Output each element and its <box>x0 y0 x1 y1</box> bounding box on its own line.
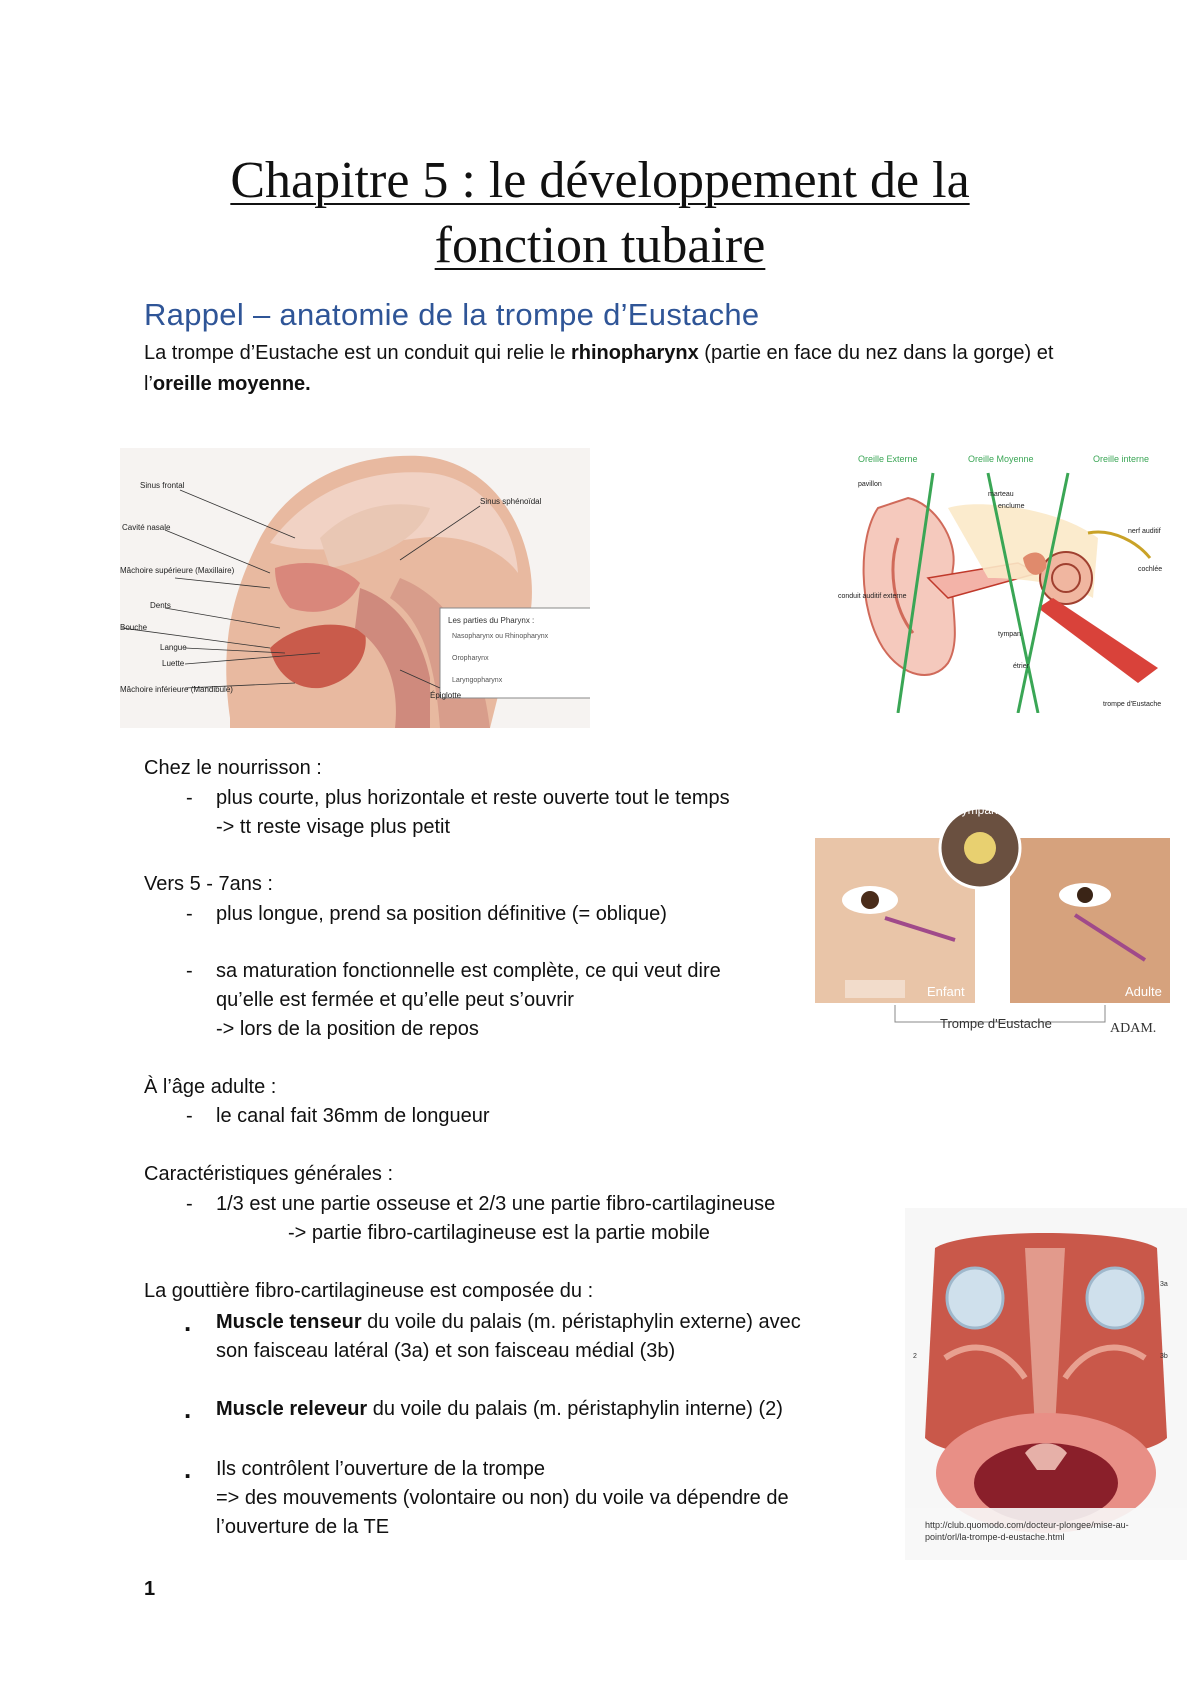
page-title <box>100 148 1100 278</box>
vers5-item-2: sa maturation fonctionnelle est complète, ce qui veut dire <box>216 960 721 982</box>
svg-text:Oreille Externe: Oreille Externe <box>858 454 918 464</box>
svg-text:trompe d'Eustache: trompe d'Eustache <box>1103 701 1162 708</box>
svg-text:Laryngopharynx: Laryngopharynx <box>452 677 503 684</box>
muscle-releveur-term: Muscle releveur <box>216 1398 368 1420</box>
gouttiere-item-3: Ils contrôlent l’ouverture de la trompe <box>216 1458 546 1480</box>
svg-text:enclume: enclume <box>998 503 1025 510</box>
vers5-item-1: plus longue, prend sa position définitive (= oblique) <box>216 903 667 925</box>
bullet-dot: . <box>184 1454 192 1484</box>
bullet-dash: - <box>186 787 193 809</box>
bullet-dash: - <box>186 1105 193 1127</box>
svg-text:cochlée: cochlée <box>1138 566 1163 573</box>
svg-text:Oreille Moyenne: Oreille Moyenne <box>968 454 1034 464</box>
bullet-dash: - <box>186 960 193 982</box>
vers5-item-2b: qu’elle est fermée et qu’elle peut s’ouvrir <box>216 989 574 1011</box>
tympan-label: Tympan <box>955 803 998 817</box>
gouttiere-item-1: Muscle tenseur du voile du palais (m. péristaphylin externe) avec <box>216 1311 801 1333</box>
gouttiere-item-1b: son faisceau latéral (3a) et son faisceau médial (3b) <box>216 1340 676 1362</box>
adam-logo: ADAM. <box>1110 1021 1157 1036</box>
image-source-url: http://club.quomodo.com/docteur-plongee/mise-au- point/orl/la-trompe-d-eustache.html <box>925 1520 1129 1542</box>
intro-paragraph: La trompe d’Eustache est un conduit qui relie le rhinopharynx (partie en face du nez dans la gorge) et l’oreille moyenne. <box>144 342 1054 395</box>
svg-text:tympan: tympan <box>998 631 1021 638</box>
gouttiere-heading: La gouttière fibro-cartilagineuse est composée du : <box>144 1280 594 1302</box>
enfant-label: Enfant <box>927 984 965 999</box>
carac-heading: Caractéristiques générales : <box>144 1163 394 1185</box>
trompe-caption: Trompe d'Eustache <box>940 1016 1052 1031</box>
gouttiere-item-3b: => des mouvements (volontaire ou non) du voile va dépendre de <box>216 1487 789 1509</box>
ear-anatomy-figure <box>838 448 1168 713</box>
nourrisson-heading: Chez le nourrisson : <box>144 757 322 779</box>
pharynx-muscles-figure <box>905 1208 1187 1560</box>
svg-text:étrier: étrier <box>1013 663 1029 670</box>
adulte-item-1: le canal fait 36mm de longueur <box>216 1105 490 1127</box>
svg-text:conduit auditif externe: conduit auditif externe <box>838 593 907 600</box>
vers5-heading: Vers 5 - 7ans : <box>144 873 273 895</box>
child-adult-tube-figure <box>815 800 1170 1040</box>
svg-text:Dents: Dents <box>150 601 171 610</box>
svg-text:nerf auditif: nerf auditif <box>1128 528 1161 535</box>
title-line-2: fonction tubaire <box>434 217 766 274</box>
svg-text:3a: 3a <box>1160 1281 1168 1288</box>
svg-text:Mâchoire supérieure (Maxillair: Mâchoire supérieure (Maxillaire) <box>120 566 235 575</box>
title-line-1: Chapitre 5 : le développement de la <box>230 152 970 209</box>
svg-text:Mâchoire inférieure (Mandibule: Mâchoire inférieure (Mandibule) <box>120 685 233 694</box>
carac-item-1: 1/3 est une partie osseuse et 2/3 une partie fibro-cartilagineuse <box>216 1193 776 1215</box>
bullet-dash: - <box>186 1193 193 1215</box>
svg-text:Langue: Langue <box>160 643 187 652</box>
pharynx-legend-title: Les parties du Pharynx : <box>448 616 535 625</box>
svg-text:2: 2 <box>913 1353 917 1360</box>
term-rhinopharynx: rhinopharynx <box>570 342 699 364</box>
svg-text:Épiglotte: Épiglotte <box>430 691 462 700</box>
bullet-dot: . <box>184 1394 192 1424</box>
term-oreille-moyenne: oreille moyenne. <box>152 373 311 395</box>
svg-text:Cavité nasale: Cavité nasale <box>122 523 171 532</box>
svg-text:marteau: marteau <box>988 491 1014 498</box>
adulte-heading: À l’âge adulte : <box>144 1076 277 1098</box>
svg-text:pavillon: pavillon <box>858 481 882 488</box>
section-heading: Rappel – anatomie de la trompe d’Eustache <box>144 297 760 332</box>
muscle-tenseur-term: Muscle tenseur <box>216 1311 362 1333</box>
vers5-item-2c: -> lors de la position de repos <box>216 1018 479 1040</box>
carac-item-1b: -> partie fibro-cartilagineuse est la partie mobile <box>288 1222 710 1244</box>
nourrisson-item-1: plus courte, plus horizontale et reste ouverte tout le temps <box>216 787 730 809</box>
svg-text:Oreille interne: Oreille interne <box>1093 454 1150 464</box>
gouttiere-item-3c: l’ouverture de la TE <box>216 1516 390 1538</box>
bullet-dash: - <box>186 903 193 925</box>
svg-text:Bouche: Bouche <box>120 623 148 632</box>
head-anatomy-figure <box>120 448 590 728</box>
nourrisson-item-1b: -> tt reste visage plus petit <box>216 816 451 838</box>
svg-text:Oropharynx: Oropharynx <box>452 655 489 662</box>
svg-text:Sinus frontal: Sinus frontal <box>140 481 185 490</box>
page-number: 1 <box>144 1578 156 1600</box>
svg-text:Luette: Luette <box>162 659 185 668</box>
bullet-dot: . <box>184 1307 192 1337</box>
svg-text:Nasopharynx ou Rhinopharynx: Nasopharynx ou Rhinopharynx <box>452 633 549 640</box>
svg-text:Sinus sphénoïdal: Sinus sphénoïdal <box>480 497 542 506</box>
svg-text:3b: 3b <box>1160 1353 1168 1360</box>
adulte-label: Adulte <box>1125 984 1162 999</box>
gouttiere-item-2: Muscle releveur du voile du palais (m. péristaphylin interne) (2) <box>216 1398 783 1420</box>
